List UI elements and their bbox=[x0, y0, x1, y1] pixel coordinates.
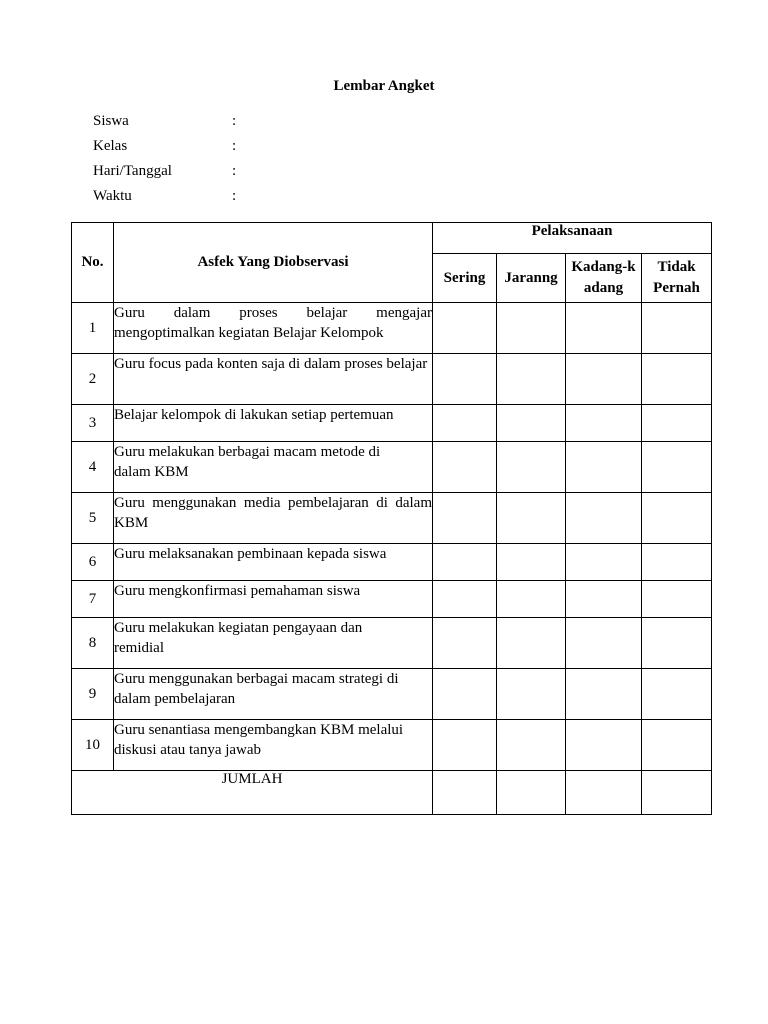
cell-tidak-pernah[interactable] bbox=[642, 442, 712, 493]
row-number: 4 bbox=[72, 442, 114, 493]
cell-jarang[interactable] bbox=[497, 669, 566, 720]
info-colon: : bbox=[232, 163, 237, 179]
cell-kadang-kadang[interactable] bbox=[566, 405, 642, 442]
header-sering: Sering bbox=[433, 254, 497, 303]
cell-jarang[interactable] bbox=[497, 720, 566, 771]
info-row-waktu bbox=[93, 185, 252, 210]
cell-kadang-kadang[interactable] bbox=[566, 303, 642, 354]
cell-jarang[interactable] bbox=[497, 442, 566, 493]
info-row-siswa bbox=[93, 110, 252, 135]
cell-sering[interactable] bbox=[433, 720, 497, 771]
cell-sering[interactable] bbox=[433, 405, 497, 442]
total-label: JUMLAH bbox=[72, 771, 433, 815]
cell-tidak-pernah[interactable] bbox=[642, 720, 712, 771]
info-colon: : bbox=[232, 113, 237, 129]
observation-table bbox=[71, 222, 712, 815]
header-aspect: Asfek Yang Diobservasi bbox=[114, 223, 433, 303]
cell-jarang[interactable] bbox=[497, 405, 566, 442]
total-tidak-pernah[interactable] bbox=[642, 771, 712, 815]
row-number: 9 bbox=[72, 669, 114, 720]
header-kadang-kadang bbox=[566, 254, 642, 303]
respondent-info bbox=[93, 110, 252, 210]
info-label: Kelas bbox=[93, 138, 128, 154]
cell-jarang[interactable] bbox=[497, 544, 566, 581]
cell-sering[interactable] bbox=[433, 493, 497, 544]
row-number: 7 bbox=[72, 581, 114, 618]
cell-tidak-pernah[interactable] bbox=[642, 544, 712, 581]
table-row bbox=[72, 669, 712, 720]
cell-sering[interactable] bbox=[433, 442, 497, 493]
row-aspect: Guru melakukan kegiatan pengayaan dan remidial bbox=[114, 618, 433, 669]
row-number: 6 bbox=[72, 544, 114, 581]
cell-tidak-pernah[interactable] bbox=[642, 405, 712, 442]
row-number: 3 bbox=[72, 405, 114, 442]
cell-tidak-pernah[interactable] bbox=[642, 581, 712, 618]
header-jarang: Jaranng bbox=[497, 254, 566, 303]
info-label: Siswa bbox=[93, 113, 129, 129]
cell-sering[interactable] bbox=[433, 354, 497, 405]
row-number: 10 bbox=[72, 720, 114, 771]
cell-sering[interactable] bbox=[433, 669, 497, 720]
table-row bbox=[72, 544, 712, 581]
row-aspect: Guru senantiasa mengembangkan KBM melalui diskusi atau tanya jawab bbox=[114, 720, 433, 771]
cell-jarang[interactable] bbox=[497, 618, 566, 669]
cell-kadang-kadang[interactable] bbox=[566, 493, 642, 544]
table-row bbox=[72, 581, 712, 618]
header-pelaksanaan: Pelaksanaan bbox=[433, 223, 712, 254]
total-jarang[interactable] bbox=[497, 771, 566, 815]
table-row bbox=[72, 493, 712, 544]
row-aspect: Guru menggunakan media pembelajaran di dalam KBM bbox=[114, 493, 433, 544]
cell-kadang-kadang[interactable] bbox=[566, 354, 642, 405]
header-tidak-pernah bbox=[642, 254, 712, 303]
total-sering[interactable] bbox=[433, 771, 497, 815]
table-row bbox=[72, 442, 712, 493]
info-row-kelas bbox=[93, 135, 252, 160]
cell-jarang[interactable] bbox=[497, 581, 566, 618]
row-aspect: Belajar kelompok di lakukan setiap pertemuan bbox=[114, 405, 433, 442]
cell-jarang[interactable] bbox=[497, 354, 566, 405]
cell-tidak-pernah[interactable] bbox=[642, 669, 712, 720]
cell-kadang-kadang[interactable] bbox=[566, 669, 642, 720]
row-aspect: Guru melaksanakan pembinaan kepada siswa bbox=[114, 544, 433, 581]
cell-sering[interactable] bbox=[433, 618, 497, 669]
table-row bbox=[72, 303, 712, 354]
table-row bbox=[72, 618, 712, 669]
row-number: 1 bbox=[72, 303, 114, 354]
cell-kadang-kadang[interactable] bbox=[566, 581, 642, 618]
table-row bbox=[72, 720, 712, 771]
page-title: Lembar Angket bbox=[333, 78, 435, 94]
cell-sering[interactable] bbox=[433, 303, 497, 354]
cell-tidak-pernah[interactable] bbox=[642, 303, 712, 354]
header-kadang-text: Kadang-kadang bbox=[571, 259, 636, 296]
table-row bbox=[72, 354, 712, 405]
cell-jarang[interactable] bbox=[497, 493, 566, 544]
row-aspect: Guru dalam proses belajar mengajar mengoptimalkan kegiatan Belajar Kelompok bbox=[114, 303, 433, 354]
cell-sering[interactable] bbox=[433, 581, 497, 618]
row-aspect: Guru melakukan berbagai macam metode di dalam KBM bbox=[114, 442, 433, 493]
cell-kadang-kadang[interactable] bbox=[566, 442, 642, 493]
row-aspect: Guru menggunakan berbagai macam strategi di dalam pembelajaran bbox=[114, 669, 433, 720]
table-row bbox=[72, 405, 712, 442]
header-tidak-text: Tidak Pernah bbox=[653, 259, 700, 296]
info-label: Waktu bbox=[93, 188, 132, 204]
info-label: Hari/Tanggal bbox=[93, 163, 172, 179]
info-colon: : bbox=[232, 138, 237, 154]
cell-sering[interactable] bbox=[433, 544, 497, 581]
cell-kadang-kadang[interactable] bbox=[566, 720, 642, 771]
total-kadang-kadang[interactable] bbox=[566, 771, 642, 815]
row-aspect: Guru focus pada konten saja di dalam proses belajar bbox=[114, 354, 433, 405]
row-number: 8 bbox=[72, 618, 114, 669]
cell-tidak-pernah[interactable] bbox=[642, 493, 712, 544]
total-row bbox=[72, 771, 712, 815]
cell-tidak-pernah[interactable] bbox=[642, 618, 712, 669]
cell-jarang[interactable] bbox=[497, 303, 566, 354]
info-colon: : bbox=[232, 188, 237, 204]
row-aspect: Guru mengkonfirmasi pemahaman siswa bbox=[114, 581, 433, 618]
row-number: 5 bbox=[72, 493, 114, 544]
header-no: No. bbox=[72, 223, 114, 303]
cell-kadang-kadang[interactable] bbox=[566, 618, 642, 669]
row-number: 2 bbox=[72, 354, 114, 405]
cell-tidak-pernah[interactable] bbox=[642, 354, 712, 405]
info-row-hari-tanggal bbox=[93, 160, 252, 185]
cell-kadang-kadang[interactable] bbox=[566, 544, 642, 581]
